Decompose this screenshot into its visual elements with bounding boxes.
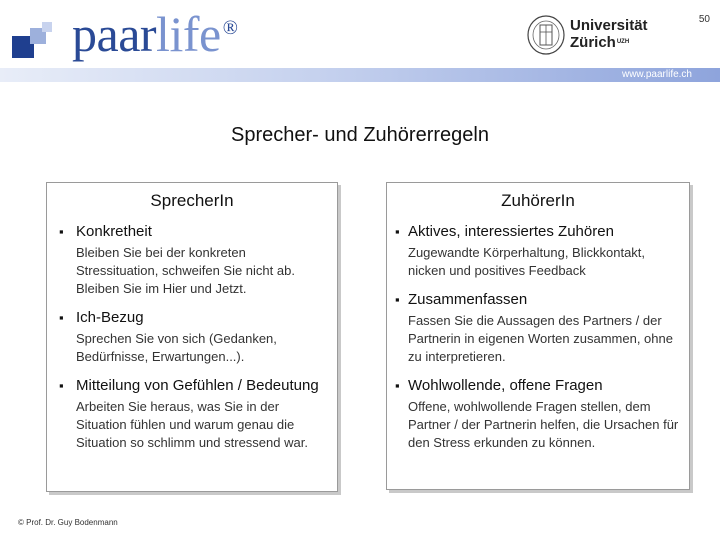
- item-desc: Zugewandte Körperhaltung, Blickkontakt, nicken und positives Feedback: [408, 245, 646, 278]
- speaker-heading: SprecherIn: [150, 191, 234, 210]
- item-title: Mitteilung von Gefühlen / Bedeutung: [76, 377, 319, 394]
- listener-item-open-questions: [395, 377, 683, 452]
- slide-title: Sprecher- und Zuhörerregeln: [231, 124, 489, 146]
- paarlife-logo-mark: [12, 20, 52, 60]
- bullet-icon: ▪: [395, 378, 400, 393]
- speaker-item-concreteness: [59, 223, 331, 298]
- speaker-item-feelings: [59, 377, 331, 452]
- bullet-icon: ▪: [59, 378, 64, 393]
- speaker-item-self-reference: [59, 309, 331, 366]
- item-title: Aktives, interessiertes Zuhören: [408, 223, 614, 240]
- university-line2-wrap: [570, 34, 648, 51]
- university-seal-icon: [526, 14, 566, 56]
- bullet-icon: ▪: [395, 224, 400, 239]
- speaker-panel: [46, 182, 338, 492]
- university-name: [570, 17, 648, 51]
- listener-item-summarize: [395, 291, 683, 366]
- item-title: Konkretheit: [76, 223, 152, 240]
- page-number: 50: [698, 14, 710, 25]
- registered-mark: ®: [222, 17, 238, 39]
- item-desc: Sprechen Sie von sich (Gedanken, Bedürfnisse, Erwartungen...).: [76, 331, 277, 364]
- item-desc: Bleiben Sie bei der konkreten Stressituation, schweifen Sie nicht ab. Bleiben Sie im Hier und Jetzt.: [76, 245, 295, 296]
- item-title: Wohlwollende, offene Fragen: [408, 377, 603, 394]
- university-line1: Universität: [570, 17, 648, 34]
- item-desc: Arbeiten Sie heraus, was Sie in der Situation fühlen und warum genau die Situation so schlimm und stressend war.: [76, 399, 308, 450]
- university-logo: [526, 14, 676, 56]
- logo-square-small: [42, 22, 52, 32]
- university-abbrev: UZH: [616, 39, 630, 45]
- header-bar: [0, 68, 720, 82]
- item-desc: Fassen Sie die Aussagen des Partners / der Partnerin in eigenen Worten zusammen, ohne zu interpretieren.: [408, 313, 673, 364]
- brand-light: life: [156, 6, 221, 62]
- bullet-icon: ▪: [59, 224, 64, 239]
- bullet-icon: ▪: [59, 310, 64, 325]
- website-link[interactable]: www.paarlife.ch: [621, 69, 692, 80]
- brand-dark: paar: [72, 6, 157, 62]
- copyright-notice: © Prof. Dr. Guy Bodenmann: [18, 518, 118, 527]
- item-title: Zusammenfassen: [408, 291, 528, 308]
- listener-item-active-listening: [395, 223, 683, 280]
- university-line2: Zürich: [570, 34, 616, 51]
- item-title: Ich-Bezug: [76, 309, 144, 326]
- paarlife-logo: [72, 4, 237, 64]
- item-desc: Offene, wohlwollende Fragen stellen, dem Partner / der Partnerin helfen, die Ursachen für den Stress erkunden zu können.: [408, 399, 679, 450]
- listener-panel: [386, 182, 690, 490]
- bullet-icon: ▪: [395, 292, 400, 307]
- listener-heading: ZuhörerIn: [501, 191, 575, 210]
